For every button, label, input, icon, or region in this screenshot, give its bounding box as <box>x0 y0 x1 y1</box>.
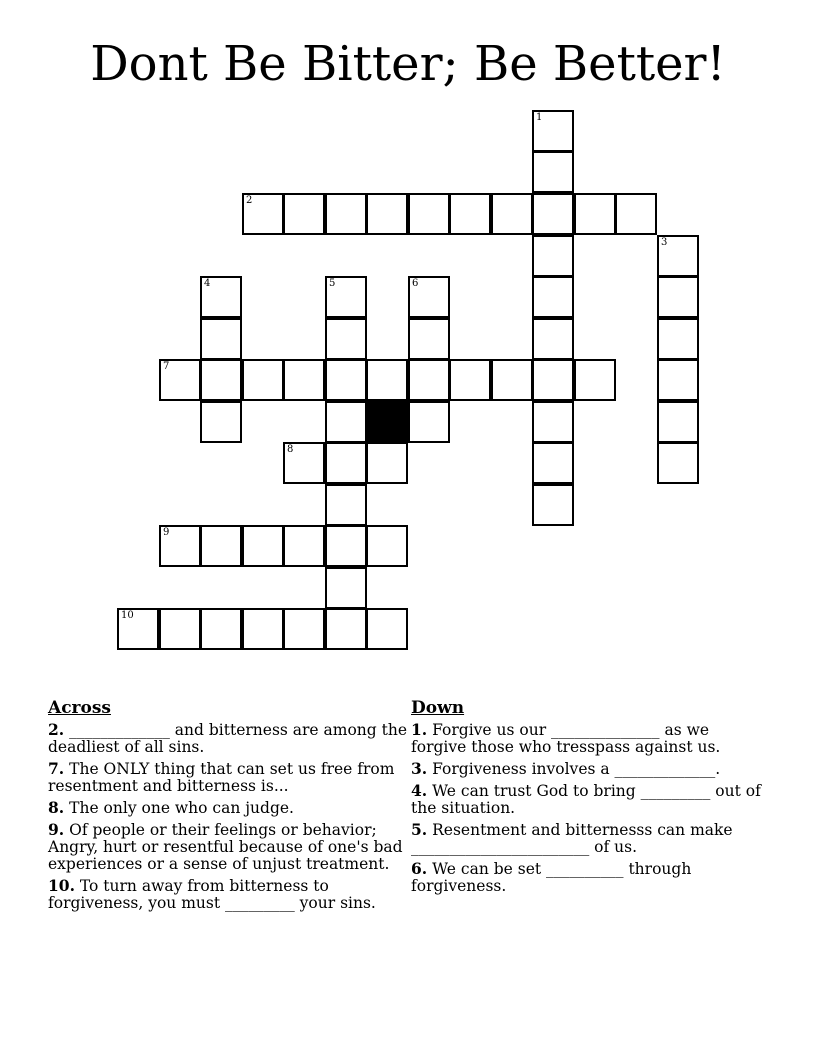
clue-text: The ONLY thing that can set us free from resentment and bitterness is... <box>48 760 395 795</box>
clue-text: The only one who can judge. <box>69 799 294 817</box>
crossword-cell-4[interactable] <box>200 276 242 318</box>
crossword-cell[interactable] <box>532 401 574 443</box>
crossword-cell[interactable] <box>532 442 574 484</box>
crossword-cell-1[interactable] <box>532 110 574 152</box>
crossword-cell[interactable] <box>242 359 284 401</box>
clue-number: 7. <box>48 759 65 778</box>
crossword-cell[interactable] <box>283 608 325 650</box>
crossword-cell[interactable] <box>366 525 408 567</box>
down-clue-6 <box>411 860 761 895</box>
across-clue-9 <box>48 821 408 873</box>
down-heading: Down <box>411 698 465 718</box>
clue-text: Of people or their feelings or behavior; Angry, hurt or resentful because of one's bad experiences or a sense of unjust treatment. <box>48 821 403 873</box>
crossword-cell[interactable] <box>532 318 574 360</box>
crossword-cell[interactable] <box>408 318 450 360</box>
crossword-cell-7[interactable] <box>159 359 201 401</box>
crossword-cell[interactable] <box>449 359 491 401</box>
crossword-cell[interactable] <box>532 276 574 318</box>
crossword-cell-5[interactable] <box>325 276 367 318</box>
clue-number: 4. <box>411 781 428 800</box>
crossword-cell[interactable] <box>574 193 616 235</box>
crossword-cell[interactable] <box>657 276 699 318</box>
crossword-black-cell <box>366 401 408 443</box>
crossword-cell[interactable] <box>366 608 408 650</box>
down-clue-3 <box>411 760 761 778</box>
clue-number: 9. <box>48 820 65 839</box>
crossword-cell[interactable] <box>574 359 616 401</box>
down-clues <box>411 700 761 899</box>
cell-number: 6 <box>412 278 419 289</box>
crossword-cell[interactable] <box>283 359 325 401</box>
crossword-cell[interactable] <box>532 484 574 526</box>
across-heading: Across <box>48 698 111 718</box>
crossword-cell[interactable] <box>200 525 242 567</box>
clue-number: 1. <box>411 720 428 739</box>
crossword-cell[interactable] <box>325 442 367 484</box>
crossword-cell[interactable] <box>408 401 450 443</box>
crossword-cell[interactable] <box>159 608 201 650</box>
crossword-cell[interactable] <box>657 318 699 360</box>
clue-number: 8. <box>48 798 65 817</box>
crossword-cell[interactable] <box>366 442 408 484</box>
crossword-cell[interactable] <box>283 193 325 235</box>
crossword-cell[interactable] <box>657 442 699 484</box>
crossword-cell-8[interactable] <box>283 442 325 484</box>
clue-number: 3. <box>411 759 428 778</box>
crossword-cell[interactable] <box>366 193 408 235</box>
across-clues <box>48 700 408 916</box>
clue-number: 10. <box>48 876 75 895</box>
crossword-cell-10[interactable] <box>117 608 159 650</box>
down-clue-4 <box>411 782 761 817</box>
crossword-cell[interactable] <box>200 608 242 650</box>
clue-text: We can be set __________ through forgiveness. <box>411 860 692 895</box>
crossword-cell[interactable] <box>532 235 574 277</box>
crossword-cell[interactable] <box>200 359 242 401</box>
page-title: Dont Be Bitter; Be Better! <box>90 36 726 92</box>
crossword-cell[interactable] <box>408 193 450 235</box>
crossword-cell[interactable] <box>242 608 284 650</box>
clue-number: 6. <box>411 859 428 878</box>
down-clue-1 <box>411 721 761 756</box>
crossword-cell[interactable] <box>449 193 491 235</box>
cell-number: 1 <box>536 112 543 123</box>
cell-number: 3 <box>661 237 668 248</box>
clue-text: Forgiveness involves a _____________. <box>432 760 721 778</box>
crossword-cell[interactable] <box>325 193 367 235</box>
crossword-cell[interactable] <box>491 193 533 235</box>
crossword-cell[interactable] <box>325 484 367 526</box>
crossword-cell[interactable] <box>408 359 450 401</box>
clue-text: Resentment and bitternesss can make _______________________ of us. <box>411 821 733 856</box>
crossword-cell-2[interactable] <box>242 193 284 235</box>
crossword-cell[interactable] <box>242 525 284 567</box>
crossword-cell[interactable] <box>325 359 367 401</box>
cell-number: 9 <box>163 527 170 538</box>
crossword-cell[interactable] <box>491 359 533 401</box>
clue-number: 5. <box>411 820 428 839</box>
across-clue-2 <box>48 721 408 756</box>
crossword-cell[interactable] <box>366 359 408 401</box>
clue-text: To turn away from bitterness to forgiveness, you must _________ your sins. <box>48 877 376 912</box>
crossword-cell[interactable] <box>200 401 242 443</box>
crossword-cell[interactable] <box>325 525 367 567</box>
cell-number: 2 <box>246 195 253 206</box>
across-clue-7 <box>48 760 408 795</box>
across-clue-10 <box>48 877 408 912</box>
crossword-cell[interactable] <box>532 193 574 235</box>
crossword-cell[interactable] <box>657 401 699 443</box>
clue-text: We can trust God to bring _________ out of the situation. <box>411 782 761 817</box>
crossword-cell[interactable] <box>325 318 367 360</box>
crossword-cell[interactable] <box>615 193 657 235</box>
crossword-cell[interactable] <box>283 525 325 567</box>
crossword-cell[interactable] <box>325 608 367 650</box>
cell-number: 5 <box>329 278 336 289</box>
cell-number: 7 <box>163 361 170 372</box>
crossword-cell[interactable] <box>532 151 574 193</box>
crossword-cell[interactable] <box>325 567 367 609</box>
crossword-cell[interactable] <box>200 318 242 360</box>
down-clue-5 <box>411 821 761 856</box>
crossword-cell-6[interactable] <box>408 276 450 318</box>
crossword-cell[interactable] <box>325 401 367 443</box>
cell-number: 4 <box>204 278 211 289</box>
crossword-cell-3[interactable] <box>657 235 699 277</box>
crossword-cell[interactable] <box>657 359 699 401</box>
clue-number: 2. <box>48 720 65 739</box>
clue-text: _____________ and bitterness are among the deadliest of all sins. <box>48 721 408 756</box>
across-clue-8 <box>48 799 408 817</box>
crossword-cell[interactable] <box>532 359 574 401</box>
clue-text: Forgive us our ______________ as we forgive those who tresspass against us. <box>411 721 721 756</box>
cell-number: 8 <box>287 444 294 455</box>
crossword-cell-9[interactable] <box>159 525 201 567</box>
cell-number: 10 <box>121 610 134 621</box>
